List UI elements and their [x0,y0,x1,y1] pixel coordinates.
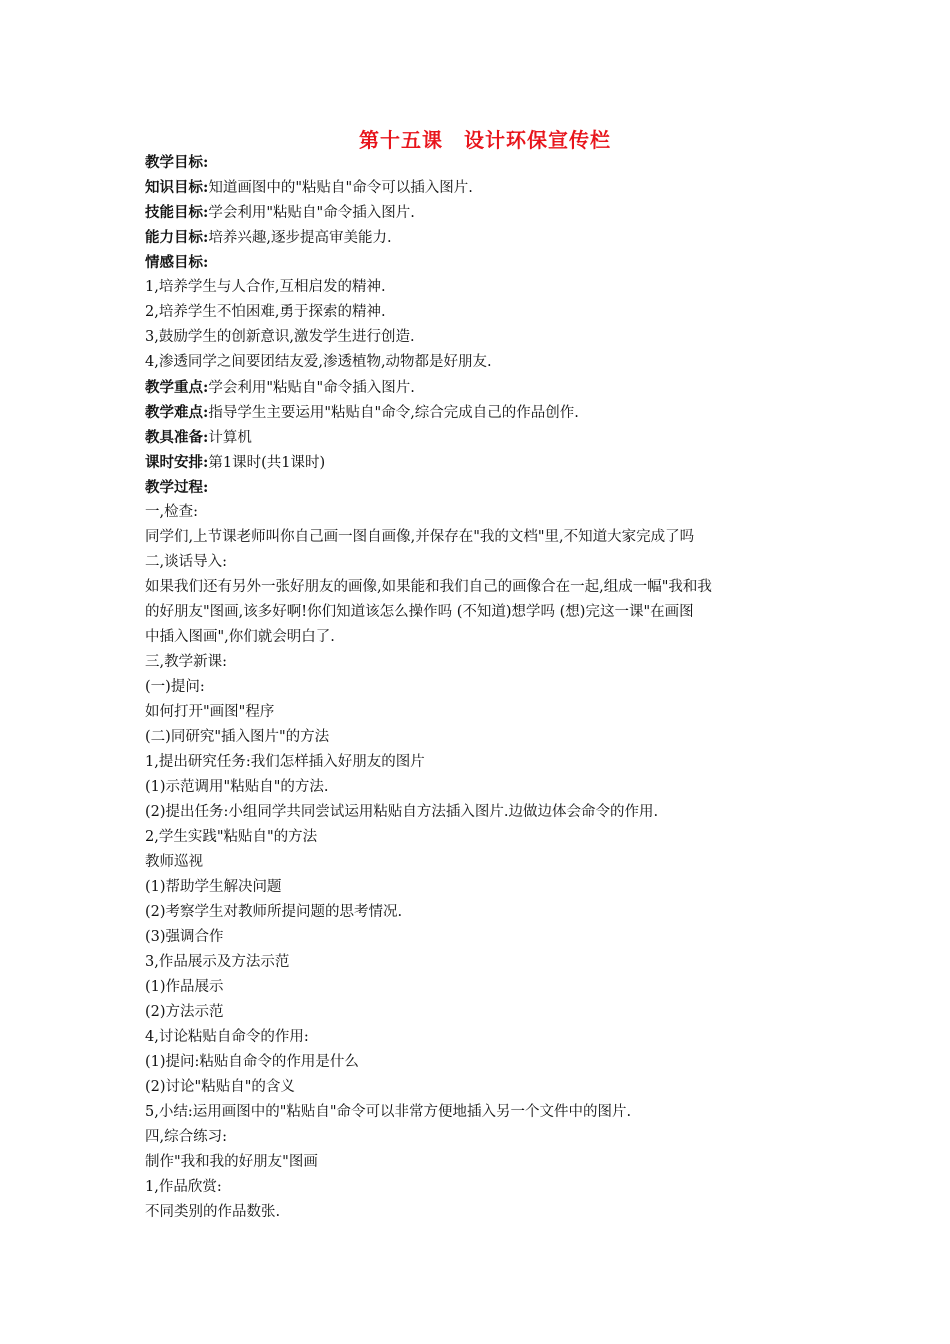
line-text: (1)作品展示 [145,979,224,995]
line-text: 学会利用"粘贴自"命令插入图片. [208,205,415,221]
text-line [145,175,825,200]
line-text: 2,培养学生不怕困难,勇于探索的精神. [145,304,386,320]
section-label: 情感目标: [145,254,209,271]
line-text: 三,教学新课: [145,654,227,670]
text-line [145,150,825,175]
section-label: 教学目标: [145,154,209,171]
text-line [145,300,825,325]
text-line [145,800,825,825]
text-line [145,900,825,925]
line-text: 同学们,上节课老师叫你自己画一图自画像,并保存在"我的文档"里,不知道大家完成了吗 [145,529,695,545]
text-line [145,1200,825,1225]
text-line [145,350,825,375]
line-text: 二,谈话导入: [145,554,227,570]
line-text: 的好朋友"图画,该多好啊!你们知道该怎么操作吗 (不知道)想学吗 (想)完这一课"在画图 [145,604,694,620]
line-text: 如果我们还有另外一张好朋友的画像,如果能和我们自己的画像合在一起,组成一幅"我和我 [145,579,712,595]
line-text: 4,渗透同学之间要团结友爱,渗透植物,动物都是好朋友. [145,354,492,370]
text-line [145,875,825,900]
line-text: (1)示范调用"粘贴自"的方法. [145,779,329,795]
section-label: 知识目标: [145,179,209,196]
line-text: (1)帮助学生解决问题 [145,879,282,895]
text-line [145,325,825,350]
line-text: 一,检查: [145,504,198,520]
line-text: (1)提问:粘贴自命令的作用是什么 [145,1054,359,1070]
line-text: 5,小结:运用画图中的"粘贴自"命令可以非常方便地插入另一个文件中的图片. [145,1104,632,1120]
text-line [145,850,825,875]
text-line [145,400,825,425]
line-text: (2)考察学生对教师所提问题的思考情况. [145,904,403,920]
line-text: 知道画图中的"粘贴自"命令可以插入图片. [208,180,473,196]
text-line [145,600,825,625]
section-label: 课时安排: [145,454,209,471]
section-label: 教学重点: [145,379,209,396]
text-line [145,725,825,750]
text-line [145,1075,825,1100]
text-line [145,1100,825,1125]
line-text: 指导学生主要运用"粘贴自"命令,综合完成自己的作品创作. [208,405,579,421]
text-line [145,500,825,525]
line-text: 1,提出研究任务:我们怎样插入好朋友的图片 [145,754,425,770]
line-text: 计算机 [208,430,252,446]
text-line [145,950,825,975]
line-text: (二)同研究"插入图片"的方法 [145,729,330,745]
line-text: 学会利用"粘贴自"命令插入图片. [208,380,415,396]
text-line [145,575,825,600]
text-line [145,750,825,775]
section-label: 教学难点: [145,404,209,421]
line-text: (一)提问: [145,679,205,695]
section-label: 能力目标: [145,229,209,246]
line-text: 制作"我和我的好朋友"图画 [145,1154,318,1170]
text-line [145,775,825,800]
section-label: 技能目标: [145,204,209,221]
line-text: 不同类别的作品数张. [145,1204,281,1220]
text-line [145,1125,825,1150]
text-line [145,450,825,475]
line-text: (2)讨论"粘贴自"的含义 [145,1079,295,1095]
text-line [145,825,825,850]
section-label: 教学过程: [145,479,209,496]
text-line [145,1175,825,1200]
text-line [145,200,825,225]
text-line [145,1050,825,1075]
line-text: 4,讨论粘贴自命令的作用: [145,1029,309,1045]
text-line [145,975,825,1000]
line-text: 培养兴趣,逐步提高审美能力. [208,230,392,246]
text-line [145,375,825,400]
document-body [145,150,825,1225]
document-title: 第十五课 设计环保宣传栏 [359,128,611,152]
line-text: 四,综合练习: [145,1129,227,1145]
text-line [145,625,825,650]
text-line [145,675,825,700]
line-text: 3,作品展示及方法示范 [145,954,290,970]
line-text: (2)方法示范 [145,1004,224,1020]
text-line [145,275,825,300]
line-text: 中插入图画",你们就会明白了. [145,629,335,645]
text-line [145,550,825,575]
line-text: 1,培养学生与人合作,互相启发的精神. [145,279,386,295]
line-text: (3)强调合作 [145,929,224,945]
text-line [145,425,825,450]
line-text: 2,学生实践"粘贴自"的方法 [145,829,318,845]
line-text: 如何打开"画图"程序 [145,704,275,720]
text-line [145,925,825,950]
text-line [145,250,825,275]
line-text: 教师巡视 [145,854,203,870]
line-text: 3,鼓励学生的创新意识,激发学生进行创造. [145,329,415,345]
text-line [145,1000,825,1025]
text-line [145,475,825,500]
line-text: 第1课时(共1课时) [208,455,326,471]
text-line [145,700,825,725]
text-line [145,1025,825,1050]
line-text: (2)提出任务:小组同学共同尝试运用粘贴自方法插入图片.边做边体会命令的作用. [145,804,659,820]
text-line [145,650,825,675]
text-line [145,525,825,550]
section-label: 教具准备: [145,429,209,446]
text-line [145,1150,825,1175]
line-text: 1,作品欣赏: [145,1179,222,1195]
text-line [145,225,825,250]
